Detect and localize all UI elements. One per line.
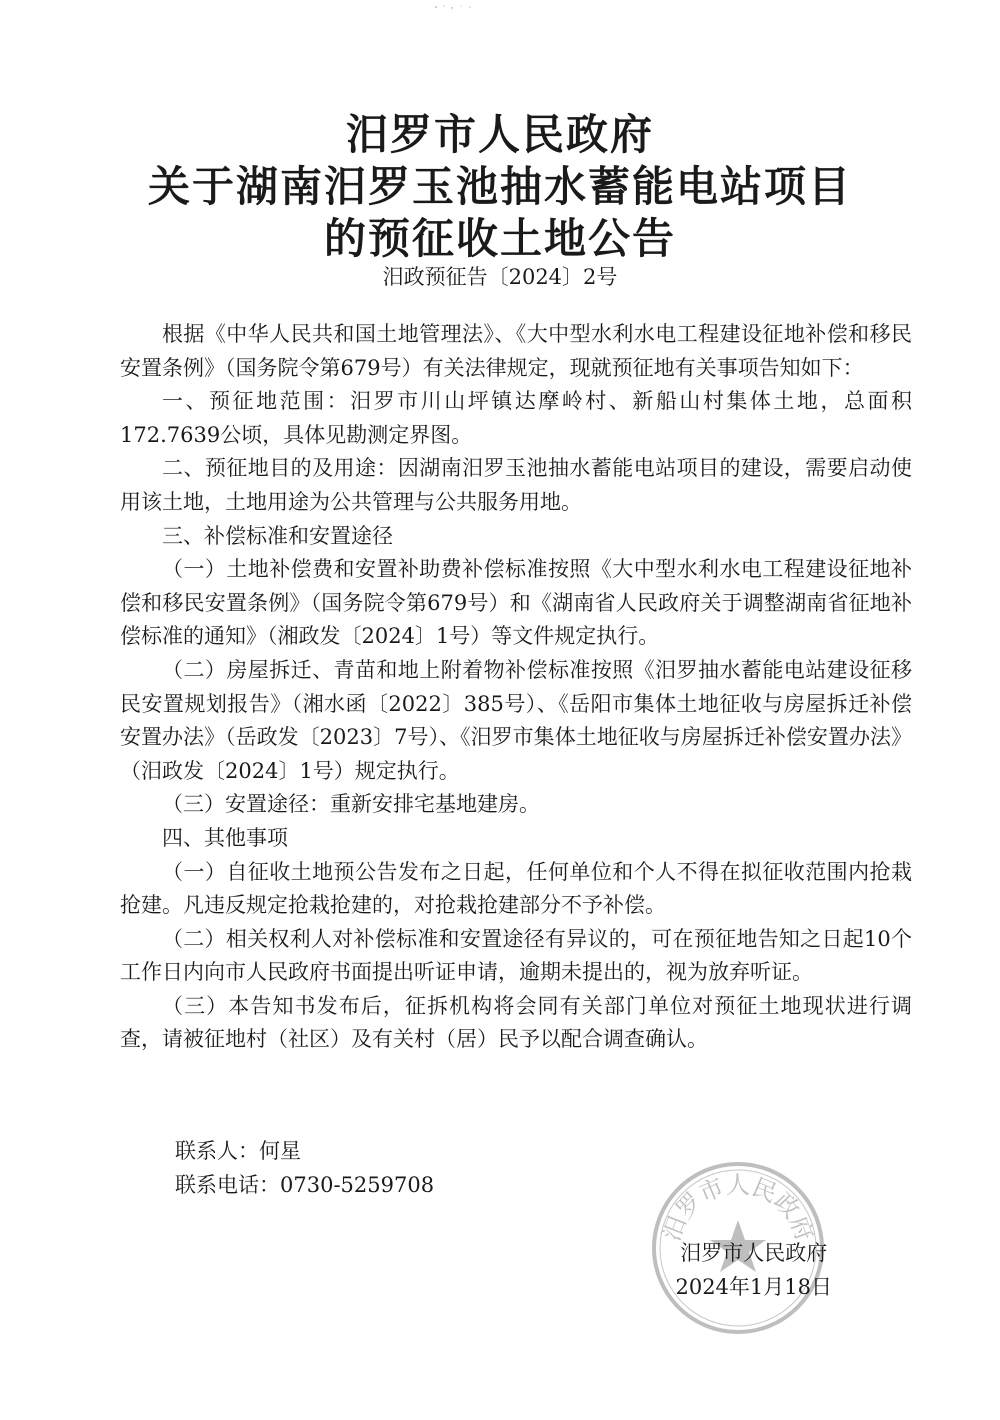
heading-compensation: 三、补偿标准和安置途径 [162,523,393,548]
notice-body [120,318,912,1057]
paragraph-scope: 一、预征地范围：汨罗市川山坪镇达摩岭村、新船山村集体土地，总面积172.7639公顷，具体见勘测定界图。 [120,389,912,447]
paragraph-resettlement: （三）安置途径：重新安排宅基地建房。 [162,792,540,817]
paragraph-no-planting: （一）自征收土地预公告发布之日起，任何单位和个人不得在拟征收范围内抢栽抢建。凡违反规定抢栽抢建的，对抢栽抢建部分不予补偿。 [120,859,912,918]
contact-phone: 联系电话：0730-5259708 [175,1173,435,1197]
title-line-2: 关于湖南汨罗玉池抽水蓄能电站项目 [147,162,852,211]
contact-block [175,1134,434,1202]
scan-speck [430,4,480,10]
document-number: 汨政预征告〔2024〕2号 [382,265,618,289]
paragraph-house-compensation: （二）房屋拆迁、青苗和地上附着物补偿标准按照《汨罗抽水蓄能电站建设征移民安置规划报告》（湘水函〔2022〕385号）、《岳阳市集体土地征收与房屋拆迁补偿安置办法》（岳政发〔2023〕7号）、《汨罗市集体土地征收与房屋拆迁补偿安置办法》（汨政发〔2024〕1号）规定执行。 [120,657,912,783]
issuing-authority: 汨罗市人民政府 [680,1241,828,1265]
issue-date: 2024年1月18日 [675,1275,832,1299]
title-line-3: 的预征收土地公告 [323,214,676,263]
paragraph-land-compensation: （一）土地补偿费和安置补助费补偿标准按照《大中型水利水电工程建设征地补偿和移民安置条例》（国务院令第679号）和《湖南省人民政府关于调整湖南省征地补偿标准的通知》（湘政发〔2024〕1号）等文件规定执行。 [120,557,912,649]
title-line-1: 汨罗市人民政府 [345,110,654,159]
heading-other-matters: 四、其他事项 [162,825,288,850]
seal-text: 汨罗市人民政府 [657,1171,819,1245]
contact-person: 联系人：何星 [175,1139,301,1163]
paragraph-purpose: 二、预征地目的及用途：因湖南汨罗玉池抽水蓄能电站项目的建设，需要启动使用该土地，土地用途为公共管理与公共服务用地。 [120,456,912,514]
paragraph-intro: 根据《中华人民共和国土地管理法》、《大中型水利水电工程建设征地补偿和移民安置条例》（国务院令第679号）有关法律规定，现就预征地有关事项告知如下： [120,322,912,380]
signature-block [675,1236,832,1304]
paragraph-hearing: （二）相关权利人对补偿标准和安置途径有异议的，可在预征地告知之日起10个工作日内向市人民政府书面提出听证申请，逾期未提出的，视为放弃听证。 [120,926,912,985]
paragraph-survey: （三）本告知书发布后，征拆机构将会同有关部门单位对预征土地现状进行调查，请被征地村（社区）及有关村（居）民予以配合调查确认。 [120,993,912,1052]
